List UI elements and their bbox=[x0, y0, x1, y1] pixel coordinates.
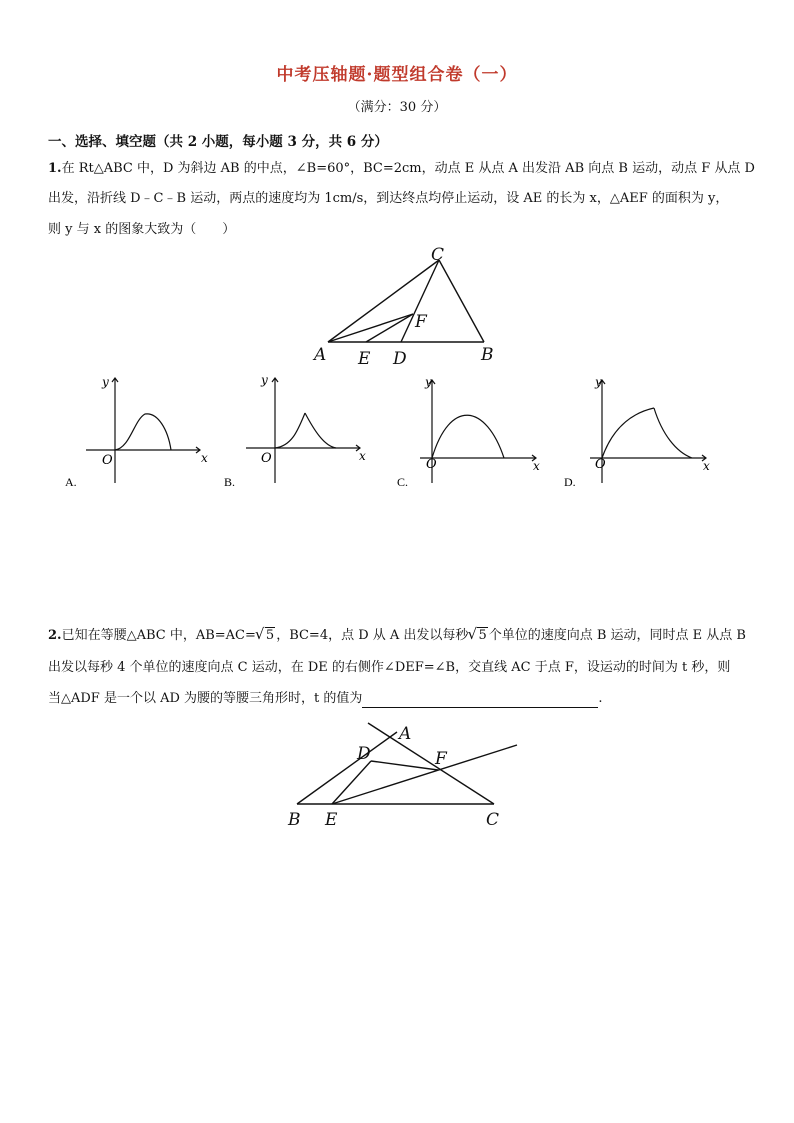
q2-text-3-end: . bbox=[598, 691, 603, 706]
option-b-origin: O bbox=[261, 451, 272, 466]
q1-number: 1. bbox=[48, 161, 62, 176]
option-c-y: y bbox=[425, 375, 432, 389]
q1-triangle-figure bbox=[300, 240, 520, 370]
q1-label-e: E bbox=[358, 349, 371, 369]
option-b-label[interactable]: B. bbox=[224, 475, 236, 489]
answer-blank[interactable] bbox=[362, 693, 598, 708]
q2-number: 2. bbox=[48, 628, 62, 643]
option-c-x: x bbox=[533, 459, 540, 473]
sqrt-5-b: √ 5 bbox=[468, 627, 487, 645]
q2-text-1b: ，BC=4，点 D 从 A 出发以每秒 bbox=[276, 628, 469, 643]
q1-text-3: 则 y 与 x 的图象大致为（ ） bbox=[48, 222, 236, 237]
q2-label-c: C bbox=[486, 810, 500, 830]
option-d-label[interactable]: D. bbox=[564, 475, 576, 489]
option-a-origin: O bbox=[102, 453, 113, 468]
q2-label-a: A bbox=[399, 724, 412, 744]
option-b-x: x bbox=[359, 449, 366, 463]
q2-triangle-figure bbox=[280, 715, 530, 835]
q1-label-c: C bbox=[431, 245, 445, 265]
option-d-graph bbox=[560, 368, 720, 493]
q2-label-f: F bbox=[435, 749, 447, 769]
option-a-y: y bbox=[102, 375, 109, 389]
section-heading: 一、选择、填空题（共 2 小题，每小题 3 分，共 6 分） bbox=[48, 134, 388, 150]
q1-label-d: D bbox=[393, 349, 407, 369]
option-a-graph bbox=[60, 368, 220, 493]
option-a-label[interactable]: A. bbox=[65, 475, 77, 489]
q2-line-3 bbox=[48, 690, 603, 708]
q2-text-1c: 个单位的速度向点 B 运动，同时点 E 从点 B bbox=[488, 628, 746, 643]
option-a-x: x bbox=[201, 451, 208, 465]
page-title: 中考压轴题·题型组合卷（一） bbox=[276, 65, 518, 85]
option-d-y: y bbox=[595, 375, 602, 389]
q2-label-e: E bbox=[325, 810, 338, 830]
option-b-graph bbox=[220, 368, 380, 493]
sqrt-5-a: √ 5 bbox=[256, 627, 275, 645]
q1-text-2: 出发，沿折线 D﹣C﹣B 运动，两点的速度均为 1cm/s，到达终点均停止运动，设 AE 的长为 x，△AEF 的面积为 y， bbox=[48, 191, 729, 206]
q1-label-a: A bbox=[314, 345, 327, 365]
q2-text-2: 出发以每秒 4 个单位的速度向点 C 运动，在 DE 的右侧作∠DEF=∠B，交直线 AC 于点 F，设运动的时间为 t 秒，则 bbox=[48, 660, 731, 675]
q2-text-1a: 已知在等腰△ABC 中，AB=AC= bbox=[61, 628, 256, 643]
q2-line-1 bbox=[48, 627, 746, 645]
option-d-x: x bbox=[703, 459, 710, 473]
option-c-graph bbox=[390, 368, 550, 493]
q1-label-f: F bbox=[415, 312, 427, 332]
q1-label-b: B bbox=[481, 345, 494, 365]
option-c-label[interactable]: C. bbox=[397, 475, 409, 489]
q1-line-1 bbox=[48, 160, 755, 178]
q2-label-b: B bbox=[288, 810, 301, 830]
q2-label-d: D bbox=[357, 744, 371, 764]
q2-text-3: 当△ADF 是一个以 AD 为腰的等腰三角形时，t 的值为 bbox=[48, 691, 363, 706]
option-c-origin: O bbox=[426, 457, 437, 472]
option-b-y: y bbox=[261, 373, 268, 387]
option-d-origin: O bbox=[595, 457, 606, 472]
score-note: （满分：30 分） bbox=[347, 100, 447, 115]
q1-text-1: 在 Rt△ABC 中，D 为斜边 AB 的中点，∠B=60°，BC=2cm，动点 E 从点 A 出发沿 AB 向点 B 运动，动点 F 从点 D bbox=[61, 161, 755, 176]
